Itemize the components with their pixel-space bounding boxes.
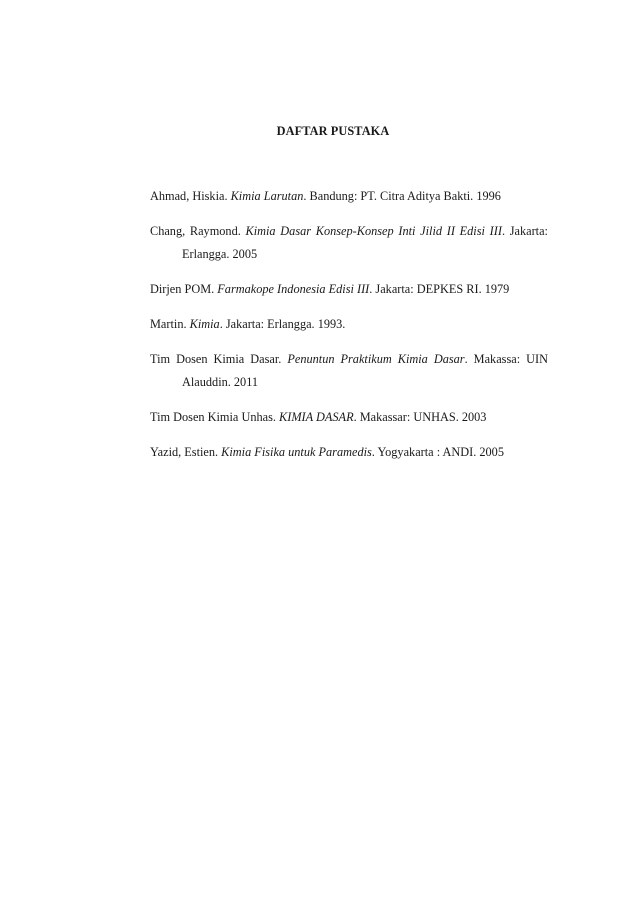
page-title: DAFTAR PUSTAKA bbox=[276, 124, 390, 138]
reference-author: Tim Dosen Kimia Dasar. bbox=[150, 352, 288, 366]
reference-author: Tim Dosen Kimia Unhas. bbox=[150, 410, 280, 424]
reference-title: Kimia Dasar Konsep-Konsep Inti Jilid II Edisi III bbox=[245, 224, 502, 238]
reference-title: KIMIA DASAR bbox=[279, 410, 354, 424]
reference-publisher: . Bandung: PT. Citra Aditya Bakti. 1996 bbox=[303, 189, 501, 203]
reference-entry bbox=[150, 185, 548, 208]
reference-entry bbox=[150, 406, 548, 429]
reference-entry bbox=[150, 348, 548, 394]
reference-entry bbox=[150, 313, 548, 336]
reference-list bbox=[150, 185, 548, 476]
reference-entry bbox=[150, 278, 548, 301]
reference-author: Yazid, Estien. bbox=[150, 445, 222, 459]
reference-author: Dirjen POM. bbox=[150, 282, 218, 296]
reference-author: Ahmad, Hiskia. bbox=[150, 189, 231, 203]
reference-title: Farmakope Indonesia Edisi III bbox=[217, 282, 370, 296]
reference-publisher: . Yogyakarta : ANDI. 2005 bbox=[371, 445, 504, 459]
reference-entry bbox=[150, 441, 548, 464]
reference-title: Kimia Larutan bbox=[230, 189, 304, 203]
reference-author: Martin. bbox=[150, 317, 190, 331]
reference-title: Kimia bbox=[189, 317, 220, 331]
reference-publisher: . Makassa: UIN Alauddin. 2011 bbox=[182, 352, 548, 389]
reference-publisher: . Jakarta: Erlangga. 1993. bbox=[219, 317, 346, 331]
reference-title: Penuntun Praktikum Kimia Dasar bbox=[287, 352, 465, 366]
reference-publisher: . Jakarta: Erlangga. 2005 bbox=[182, 224, 548, 261]
reference-author: Chang, Raymond. bbox=[150, 224, 246, 238]
reference-publisher: . Makassar: UNHAS. 2003 bbox=[353, 410, 487, 424]
reference-title: Kimia Fisika untuk Paramedis bbox=[221, 445, 372, 459]
reference-entry bbox=[150, 220, 548, 266]
reference-publisher: . Jakarta: DEPKES RI. 1979 bbox=[369, 282, 510, 296]
